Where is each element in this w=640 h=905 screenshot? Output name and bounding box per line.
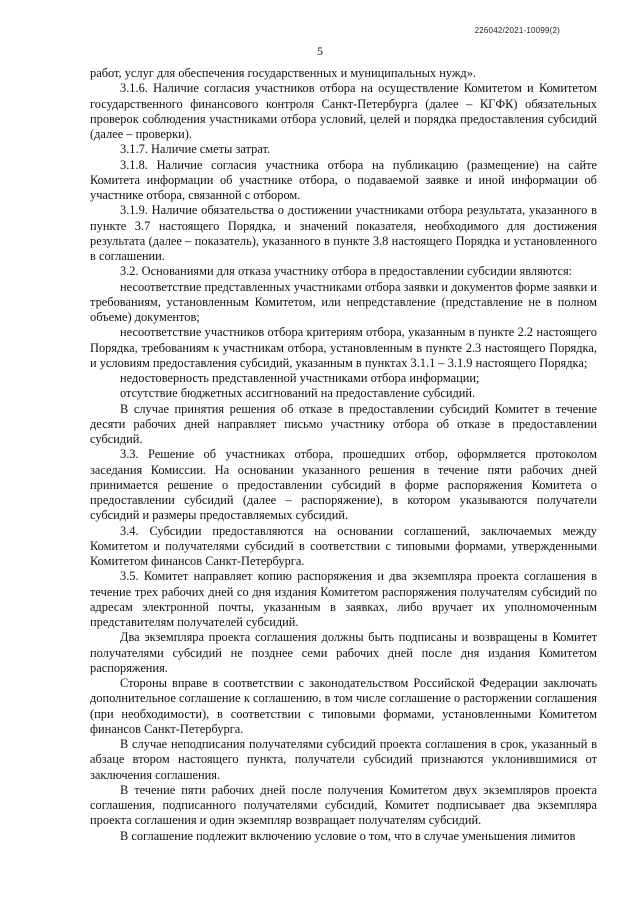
paragraph: недостоверность представленной участниками отбора информации; bbox=[120, 371, 480, 385]
paragraph: В случае неподписания получателями субсидий проекта соглашения в срок, указанный в абзаце втором настоящего пункта, получатели субсидий признаются уклонившимися от заключения соглашения. bbox=[90, 737, 597, 782]
paragraph: несоответствие участников отбора критериям отбора, указанным в пункте 2.2 настоящего Порядка, требованиям к участникам отбора, установленным в пункте 2.3 настоящего Порядка, и условиям предоставления субсидий, указанным в пунктах 3.1.1 – 3.1.9 настоящего Порядка; bbox=[90, 325, 597, 370]
paragraph: 3.1.9. Наличие обязательства о достижении участниками отбора результата, указанного в пункте 3.7 настоящего Порядка, и значений показателя, необходимого для достижения результата (далее – показатель), указанного в пункте 3.8 настоящего Порядка и установленного в соглашении. bbox=[90, 203, 597, 263]
paragraph: 3.3. Решение об участниках отбора, прошедших отбор, оформляется протоколом заседания Комиссии. На основании указанного решения в течение пяти рабочих дней принимается решение о предоставлении субсидий в форме распоряжения Комитета о предоставлении субсидий (далее – распоряжение), в котором указываются получатели субсидий и размеры предоставляемых субсидий. bbox=[90, 447, 597, 523]
page-number: 5 bbox=[317, 44, 323, 58]
document-id: 226042/2021-10099(2) bbox=[474, 26, 560, 35]
paragraph: 3.1.6. Наличие согласия участников отбора на осуществление Комитетом и Комитетом государственного финансового контроля Санкт-Петербурга (далее – КГФК) обязательных проверок соблюдения участниками отбора условий, целей и порядка предоставления субсидий (далее – проверки). bbox=[90, 81, 597, 141]
paragraph: 3.2. Основаниями для отказа участнику отбора в предоставлении субсидии являются: bbox=[120, 264, 573, 279]
document-body bbox=[90, 66, 597, 844]
paragraph: В течение пяти рабочих дней после получения Комитетом двух экземпляров проекта соглашения, подписанного получателями субсидий, Комитет подписывает два экземпляра проекта соглашения и один экземпляр возвращает получателям субсидий. bbox=[90, 782, 597, 828]
paragraph: 3.1.8. Наличие согласия участника отбора на публикацию (размещение) на сайте Комитета информации об участнике отбора, о подаваемой заявке и иной информации об участнике отбора, связанной с отбором. bbox=[90, 157, 597, 202]
paragraph: отсутствие бюджетных ассигнований на предоставление субсидий. bbox=[120, 386, 476, 401]
paragraph: 3.1.7. Наличие сметы затрат. bbox=[120, 142, 271, 157]
paragraph: несоответствие представленных участниками отбора заявки и документов форме заявки и требованиям, установленным Комитетом, или непредставление (представление не в полном объеме) документов; bbox=[90, 279, 597, 324]
paragraph: В случае принятия решения об отказе в предоставлении субсидий Комитет в течение десяти рабочих дней направляет письмо участнику отбора об отказе в предоставлении субсидий. bbox=[90, 401, 597, 446]
paragraph: 3.5. Комитет направляет копию распоряжения и два экземпляра проекта соглашения в течение трех рабочих дней со дня издания Комитетом распоряжения получателям субсидий по адресам электронной почты, указанным в заявках, либо вручает их уполномоченным представителям получателей субсидий. bbox=[90, 569, 597, 629]
paragraph: 3.4. Субсидии предоставляются на основании соглашений, заключаемых между Комитетом и получателями субсидий в соответствии с типовыми формами, утвержденными Комитетом финансов Санкт-Петербурга. bbox=[90, 523, 597, 568]
paragraph: Стороны вправе в соответствии с законодательством Российской Федерации заключать дополнительное соглашение к соглашению, в том числе соглашение о расторжении соглашения (при необходимости), в соответствии с типовыми формами, установленными Комитетом финансов Санкт-Петербурга. bbox=[90, 676, 597, 736]
paragraph: В соглашение подлежит включению условие о том, что в случае уменьшения лимитов bbox=[120, 828, 576, 843]
paragraph: работ, услуг для обеспечения государственных и муниципальных нужд». bbox=[90, 66, 477, 80]
paragraph: Два экземпляра проекта соглашения должны быть подписаны и возвращены в Комитет получателями субсидий не позднее семи рабочих дней после дня издания Комитетом распоряжения. bbox=[90, 630, 597, 675]
